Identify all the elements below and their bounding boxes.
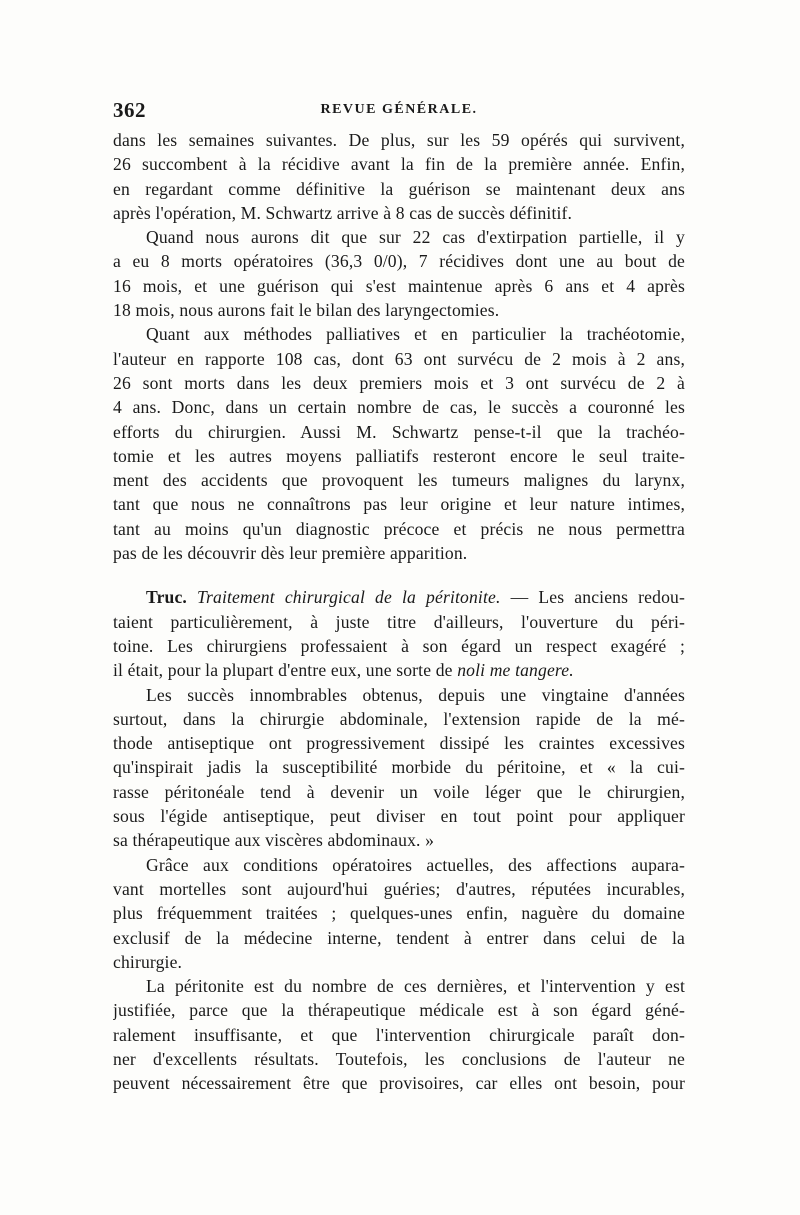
text-line: surtout, dans la chirurgie abdominale, l'extension rapide de la mé- bbox=[113, 708, 685, 729]
text-line: toine. Les chirurgiens professaient à son égard un respect exagéré ; bbox=[113, 635, 685, 656]
text-line: sous l'égide antiseptique, peut diviser en tout point pour appliquer bbox=[113, 806, 685, 827]
text-line: exclusif de la médecine interne, tendent à entrer dans celui de la bbox=[113, 927, 685, 948]
section-truc bbox=[113, 585, 685, 682]
text-line: 16 mois, et une guérison qui s'est maintenue après 6 ans et 4 après bbox=[113, 275, 685, 296]
paragraph bbox=[113, 322, 685, 565]
text-line: tant au moins qu'un diagnostic précoce et précis ne nous permettra bbox=[113, 518, 685, 539]
text-line: plus fréquemment traitées ; quelques-unes enfin, naguère du domaine bbox=[113, 903, 685, 924]
text-line: tant que nous ne connaîtrons pas leur origine et leur nature intimes, bbox=[113, 494, 685, 515]
text-line: Quand nous aurons dit que sur 22 cas d'extirpation partielle, il y bbox=[146, 227, 685, 248]
text-line: ralement insuffisante, et que l'intervention chirurgicale paraît don- bbox=[113, 1024, 685, 1045]
text-line: peuvent nécessairement être que provisoires, car elles ont besoin, pour bbox=[113, 1073, 685, 1094]
latin-phrase: noli me tangere. bbox=[457, 660, 574, 681]
page-number: 362 bbox=[113, 98, 146, 122]
text-line: qu'inspirait jadis la susceptibilité morbide du péritoine, et « la cui- bbox=[113, 757, 685, 778]
text-line: Grâce aux conditions opératoires actuelles, des affections aupara- bbox=[146, 854, 685, 875]
text-line: chirurgie. bbox=[113, 951, 183, 972]
text-line bbox=[113, 658, 685, 682]
text-line: après l'opération, M. Schwartz arrive à 8 cas de succès définitif. bbox=[113, 202, 573, 223]
section-heading-line bbox=[113, 585, 685, 609]
text-line: justifiée, parce que la thérapeutique médicale est à son égard géné- bbox=[113, 1000, 685, 1021]
text-line: Quant aux méthodes palliatives et en particulier la trachéotomie, bbox=[146, 324, 685, 345]
text-line: taient particulièrement, à juste titre d'ailleurs, l'ouverture du péri- bbox=[113, 611, 685, 632]
text-line: tomie et les autres moyens palliatifs resteront encore le seul traite- bbox=[113, 445, 685, 466]
running-head: REVUE GÉNÉRALE. bbox=[320, 102, 478, 117]
text-line: pas de les découvrir dès leur première apparition. bbox=[113, 543, 468, 564]
text-line: 18 mois, nous aurons fait le bilan des laryngectomies. bbox=[113, 300, 500, 321]
text-line: 4 ans. Donc, dans un certain nombre de cas, le succès a couronné les bbox=[113, 397, 685, 418]
section-author: Truc. bbox=[146, 587, 187, 608]
text-line: La péritonite est du nombre de ces dernières, et l'intervention y est bbox=[146, 976, 685, 997]
section-title: Traitement chirurgical de la péritonite. bbox=[197, 587, 501, 608]
text-line: vant mortelles sont aujourd'hui guéries; d'autres, réputées incurables, bbox=[113, 878, 685, 899]
body-text bbox=[113, 128, 685, 1096]
text-fragment: il était, pour la plupart d'entre eux, une sorte de bbox=[113, 660, 453, 681]
section-gap bbox=[113, 565, 685, 585]
text-line: ment des accidents que provoquent les tumeurs malignes du larynx, bbox=[113, 470, 685, 491]
paragraph bbox=[113, 853, 685, 974]
page-header bbox=[113, 98, 685, 128]
text-line: dans les semaines suivantes. De plus, sur les 59 opérés qui survivent, bbox=[113, 130, 685, 150]
text-line: thode antiseptique ont progressivement dissipé les craintes excessives bbox=[113, 733, 685, 754]
text-line: 26 succombent à la récidive avant la fin de la première année. Enfin, bbox=[113, 154, 685, 175]
text-line: rasse péritonéale tend à devenir un voile léger que le chirurgien, bbox=[113, 781, 685, 802]
paragraph bbox=[113, 128, 685, 225]
paragraph bbox=[113, 683, 685, 853]
paragraph bbox=[113, 225, 685, 322]
paragraph bbox=[113, 974, 685, 1095]
text-line: sa thérapeutique aux viscères abdominaux. » bbox=[113, 830, 435, 851]
text-line: ner d'excellents résultats. Toutefois, les conclusions de l'auteur ne bbox=[113, 1048, 685, 1069]
text-line: a eu 8 morts opératoires (36,3 0/0), 7 récidives dont une au bout de bbox=[113, 251, 685, 272]
text-line: 26 sont morts dans les deux premiers mois et 3 ont survécu de 2 à bbox=[113, 372, 685, 393]
text-line: Les succès innombrables obtenus, depuis une vingtaine d'années bbox=[146, 684, 685, 705]
text-line: l'auteur en rapporte 108 cas, dont 63 ont survécu de 2 mois à 2 ans, bbox=[113, 348, 685, 369]
section-first-line-rest: — Les anciens redou- bbox=[510, 587, 685, 608]
text-line: efforts du chirurgien. Aussi M. Schwartz pense-t-il que la trachéo- bbox=[113, 421, 685, 442]
text-line: en regardant comme définitive la guérison se maintenant deux ans bbox=[113, 178, 685, 199]
